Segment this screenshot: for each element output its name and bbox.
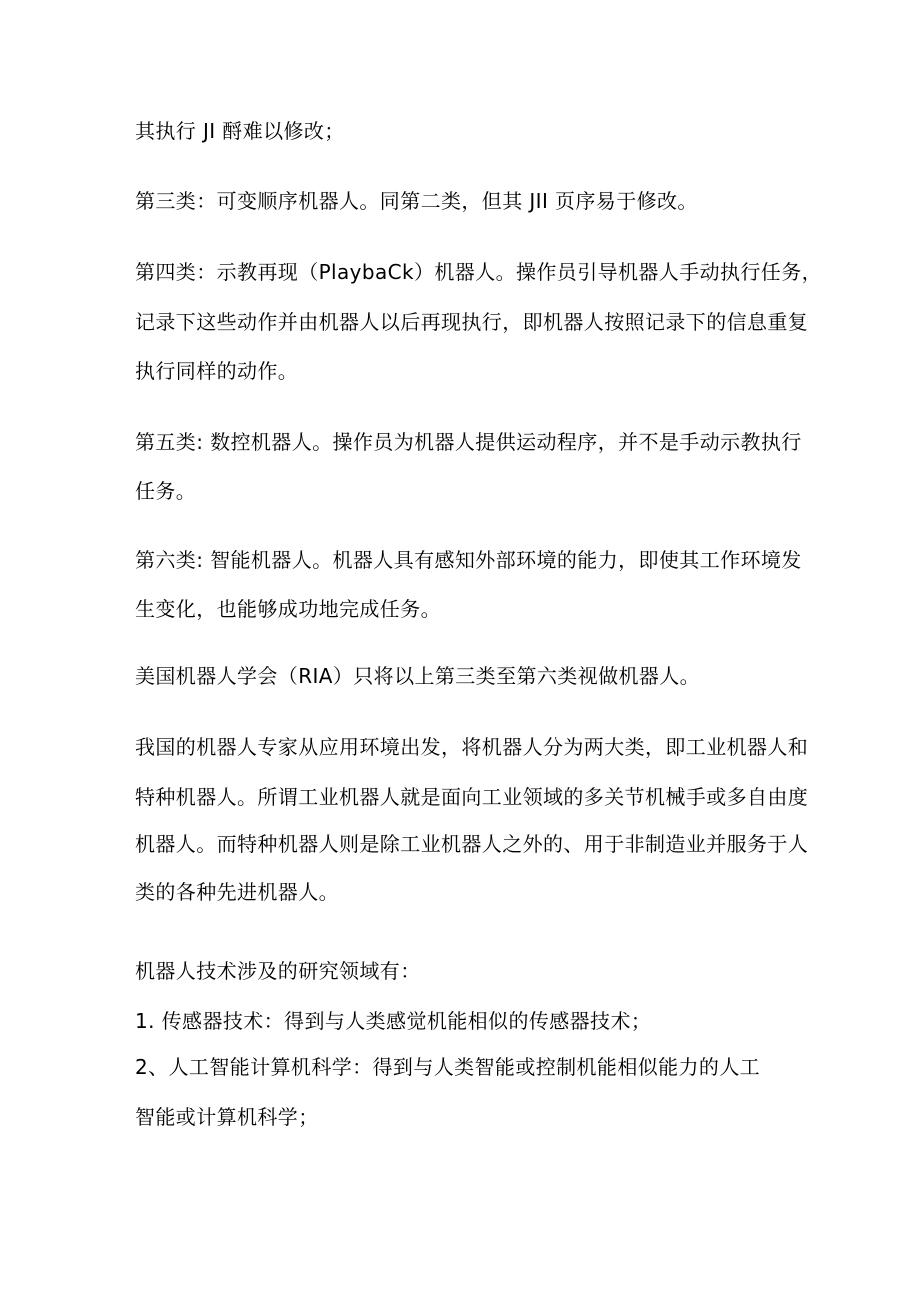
text-line-10: 美国机器人学会（RIA）只将以上第三类至第六类视做机器人。 [135,664,701,688]
text-line-2: 第三类：可变顺序机器人。同第二类，但其 JII 页序易于修改。 [135,189,698,213]
text-line-17: 2、人工智能计算机科学：得到与人类智能或控制机能相似能力的人工 [135,1055,761,1079]
text-line-3: 第四类：示教再现（PlaybaCk）机器人。操作员引导机器人手动执行任务， [135,260,823,284]
text-line-4: 记录下这些动作并由机器人以后再现执行，即机器人按照记录下的信息重复 [135,310,809,334]
text-line-12: 特种机器人。所谓工业机器人就是面向工业领域的多关节机械手或多自由度 [135,785,809,809]
text-line-15: 机器人技术涉及的研究领域有： [135,959,421,983]
text-line-5: 执行同样的动作。 [135,359,299,383]
text-line-9: 生变化，也能够成功地完成任务。 [135,597,441,621]
text-line-18: 智能或计算机科学； [135,1105,319,1129]
text-line-7: 任务。 [135,479,197,503]
text-line-13: 机器人。而特种机器人则是除工业机器人之外的、用于非制造业并服务于人 [135,832,809,856]
text-line-11: 我国的机器人专家从应用环境出发，将机器人分为两大类，即工业机器人和 [135,735,809,759]
text-line-1: 其执行 JI 酹难以修改； [135,119,345,143]
text-line-14: 类的各种先进机器人。 [135,880,339,904]
text-line-6: 第五类: 数控机器人。操作员为机器人提供运动程序，并不是手动示教执行 [135,430,802,454]
text-line-16: 1. 传感器技术：得到与人类感觉机能相似的传感器技术； [135,1009,652,1033]
text-line-8: 第六类: 智能机器人。机器人具有感知外部环境的能力，即使其工作环境发 [135,548,802,572]
